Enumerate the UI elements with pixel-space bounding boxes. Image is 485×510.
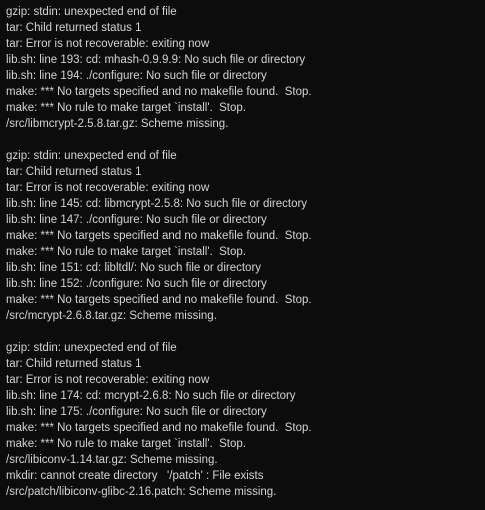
- terminal-line: /src/libmcrypt-2.5.8.tar.gz: Scheme missing.: [6, 118, 229, 130]
- terminal-blank-line: [6, 324, 485, 340]
- terminal-line: lib.sh: line 152: ./configure: No such file or directory: [6, 278, 267, 290]
- terminal-line: lib.sh: line 151: cd: libltdl/: No such file or directory: [6, 262, 262, 274]
- terminal-line: make: *** No targets specified and no makefile found. Stop.: [6, 294, 312, 306]
- terminal-line: make: *** No rule to make target `install'. Stop.: [6, 246, 246, 258]
- terminal-line: gzip: stdin: unexpected end of file: [6, 6, 177, 18]
- terminal-line: make: *** No rule to make target `install'. Stop.: [6, 102, 246, 114]
- terminal-line: lib.sh: line 147: ./configure: No such file or directory: [6, 214, 267, 226]
- terminal-line: lib.sh: line 193: cd: mhash-0.9.9.9: No such file or directory: [6, 54, 306, 66]
- terminal-line: lib.sh: line 174: cd: mcrypt-2.6.8: No such file or directory: [6, 390, 296, 402]
- terminal-line: make: *** No targets specified and no makefile found. Stop.: [6, 86, 312, 98]
- terminal-line: make: *** No targets specified and no makefile found. Stop.: [6, 230, 312, 242]
- terminal-blank-line: [6, 132, 485, 148]
- terminal-line: lib.sh: line 175: ./configure: No such file or directory: [6, 406, 267, 418]
- terminal-line: /src/patch/libiconv-glibc-2.16.patch: Scheme missing.: [6, 486, 277, 498]
- terminal-line: gzip: stdin: unexpected end of file: [6, 342, 177, 354]
- terminal-line: /src/libiconv-1.14.tar.gz: Scheme missing.: [6, 454, 218, 466]
- terminal-line: lib.sh: line 145: cd: libmcrypt-2.5.8: No such file or directory: [6, 198, 308, 210]
- terminal-line: tar: Error is not recoverable: exiting now: [6, 38, 210, 50]
- terminal-line: tar: Child returned status 1: [6, 358, 142, 370]
- terminal-line: tar: Error is not recoverable: exiting now: [6, 374, 210, 386]
- terminal-line: lib.sh: line 194: ./configure: No such file or directory: [6, 70, 267, 82]
- terminal-line: make: *** No rule to make target `install'. Stop.: [6, 438, 246, 450]
- terminal-line: /src/mcrypt-2.6.8.tar.gz: Scheme missing.: [6, 310, 217, 322]
- terminal-line: tar: Child returned status 1: [6, 166, 142, 178]
- terminal-line: tar: Error is not recoverable: exiting now: [6, 182, 210, 194]
- terminal-line: mkdir: cannot create directory '/patch' : File exists: [6, 470, 264, 482]
- terminal-line: make: *** No targets specified and no makefile found. Stop.: [6, 422, 312, 434]
- terminal-line: tar: Child returned status 1: [6, 22, 142, 34]
- terminal-line: gzip: stdin: unexpected end of file: [6, 150, 177, 162]
